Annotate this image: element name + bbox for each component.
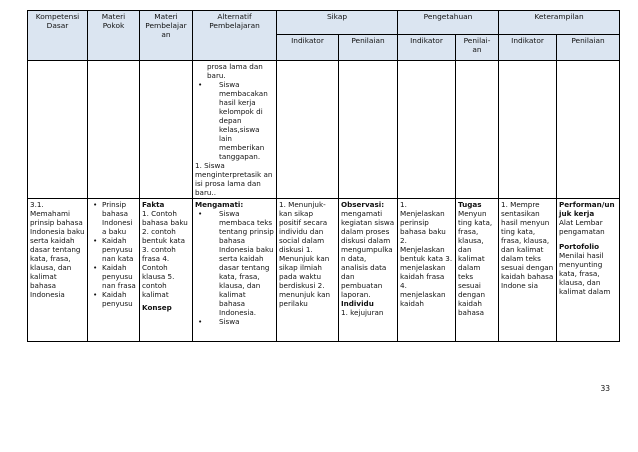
list-item: • Kaidah penyusu: [102, 290, 137, 308]
list-item: • Kaidah penyusu nan kata: [102, 236, 137, 263]
list-item: • Prinsip bahasa Indonesi a baku: [102, 200, 137, 236]
row1-cell: [456, 61, 499, 199]
mengamati-label: Mengamati:: [195, 200, 244, 209]
row1-kd: [28, 61, 88, 199]
header-sikap: Sikap: [277, 11, 398, 35]
row1-cell: [499, 61, 557, 199]
observasi-text: mengamati kegiatan siswa dalam proses diskusi dalam mengumpulka n data, analisis data dan pembuatan laporan.: [341, 209, 395, 299]
performan-label: Performan/un juk kerja: [559, 200, 615, 218]
header-pengetahuan-penilaian: Penilai- an: [456, 35, 499, 61]
lesson-plan-table: [27, 10, 620, 342]
header-alternatif-pembelajaran: Alternatif Pembelajaran: [193, 11, 277, 61]
portofolio-text: Menilai hasil menyunting kata, frasa, klausa, dan kalimat dalam: [559, 251, 611, 296]
header-sikap-penilaian: Penilaian: [339, 35, 398, 61]
portofolio-label: Portofolio: [559, 242, 600, 251]
list-item: • Siswa membaca teks tentang prinsip bahasa Indonesia baku serta kaidah dasar tentang kata, frasa, klausa, dan kalimat bahasa Indonesia.: [207, 209, 274, 317]
header-sikap-indikator: Indikator: [277, 35, 339, 61]
row1-cell: [277, 61, 339, 199]
row1-numbered: 1. Siswa menginterpretasik an isi prosa lama dan baru..: [195, 161, 273, 197]
row2-pengetahuan-indikator: 1. Menjelaskan perinsip bahasa baku 2. Menjelaskan bentuk kata 3. menjelaskan kaidah frasa 4. menjelaskan kaidah: [398, 199, 456, 342]
individu-text: 1. kejujuran: [341, 308, 384, 317]
row1-cell: [557, 61, 620, 199]
row1-text-line: prosa lama dan baru.: [207, 62, 263, 80]
header-keterampilan-penilaian: Penilaian: [557, 35, 620, 61]
row2-sikap-indikator: 1. Menunjuk- kan sikap positif secara individu dan social dalam diskusi 1. Menunjuk kan sikap ilmiah pada waktu berdiskusi 2. menunjuk kan perilaku: [277, 199, 339, 342]
header-materi-pembelajaran: Materi Pembelajar an: [140, 11, 193, 61]
header-materi-pokok: Materi Pokok: [88, 11, 140, 61]
individu-label: Individu: [341, 299, 374, 308]
materi-pokok-list: [90, 200, 137, 308]
table-row: [28, 199, 620, 342]
row1-cell: [339, 61, 398, 199]
row1-alternatif: [193, 61, 277, 199]
row2-sikap-penilaian: [339, 199, 398, 342]
konsep-label: Konsep: [142, 303, 172, 312]
list-item: • Siswa: [207, 317, 274, 326]
page-number: 33: [600, 384, 610, 393]
fakta-text: 1. Contoh bahasa baku 2. contoh bentuk kata 3. contoh frasa 4. Contoh klausa 5. contoh kalimat: [142, 209, 188, 299]
observasi-label: Observasi:: [341, 200, 385, 209]
row2-keterampilan-indikator: 1. Mempre sentasikan hasil menyun ting kata, frasa, klausa, dan kalimat dalam teks sesuai dengan kaidah bahasa Indone sia: [499, 199, 557, 342]
list-item: • Kaidah penyusu nan frasa: [102, 263, 137, 290]
header-pengetahuan-indikator: Indikator: [398, 35, 456, 61]
header-pengetahuan: Pengetahuan: [398, 11, 499, 35]
performan-text: Alat Lembar pengamatan: [559, 218, 605, 236]
header-keterampilan-indikator: Indikator: [499, 35, 557, 61]
alternatif-bullets: [195, 209, 274, 326]
row1-cell: [398, 61, 456, 199]
row2-keterampilan-penilaian: [557, 199, 620, 342]
header-keterampilan: Keterampilan: [499, 11, 620, 35]
row1-materi-pokok: [88, 61, 140, 199]
row1-bullet: • Siswa membacakan hasil kerja kelompok di depan kelas,siswa lain memberikan tanggapan.: [207, 80, 274, 161]
row2-kompetensi-dasar: 3.1. Memahami prinsip bahasa Indonesia baku serta kaidah dasar tentang kata, frasa, klausa, dan kalimat bahasa Indonesia: [28, 199, 88, 342]
fakta-label: Fakta: [142, 200, 165, 209]
row2-alternatif: [193, 199, 277, 342]
tugas-label: Tugas: [458, 200, 482, 209]
row2-materi-pembelajaran: [140, 199, 193, 342]
tugas-text: Menyun ting kata, frasa, klausa, dan kalimat dalam teks sesuai dengan kaidah bahasa: [458, 209, 493, 317]
header-kompetensi-dasar: Kompetensi Dasar: [28, 11, 88, 61]
row1-bullets: [195, 80, 274, 161]
row2-materi-pokok: [88, 199, 140, 342]
row1-materi-pembelajaran: [140, 61, 193, 199]
table-row: [28, 61, 620, 199]
row2-pengetahuan-penilaian: [456, 199, 499, 342]
